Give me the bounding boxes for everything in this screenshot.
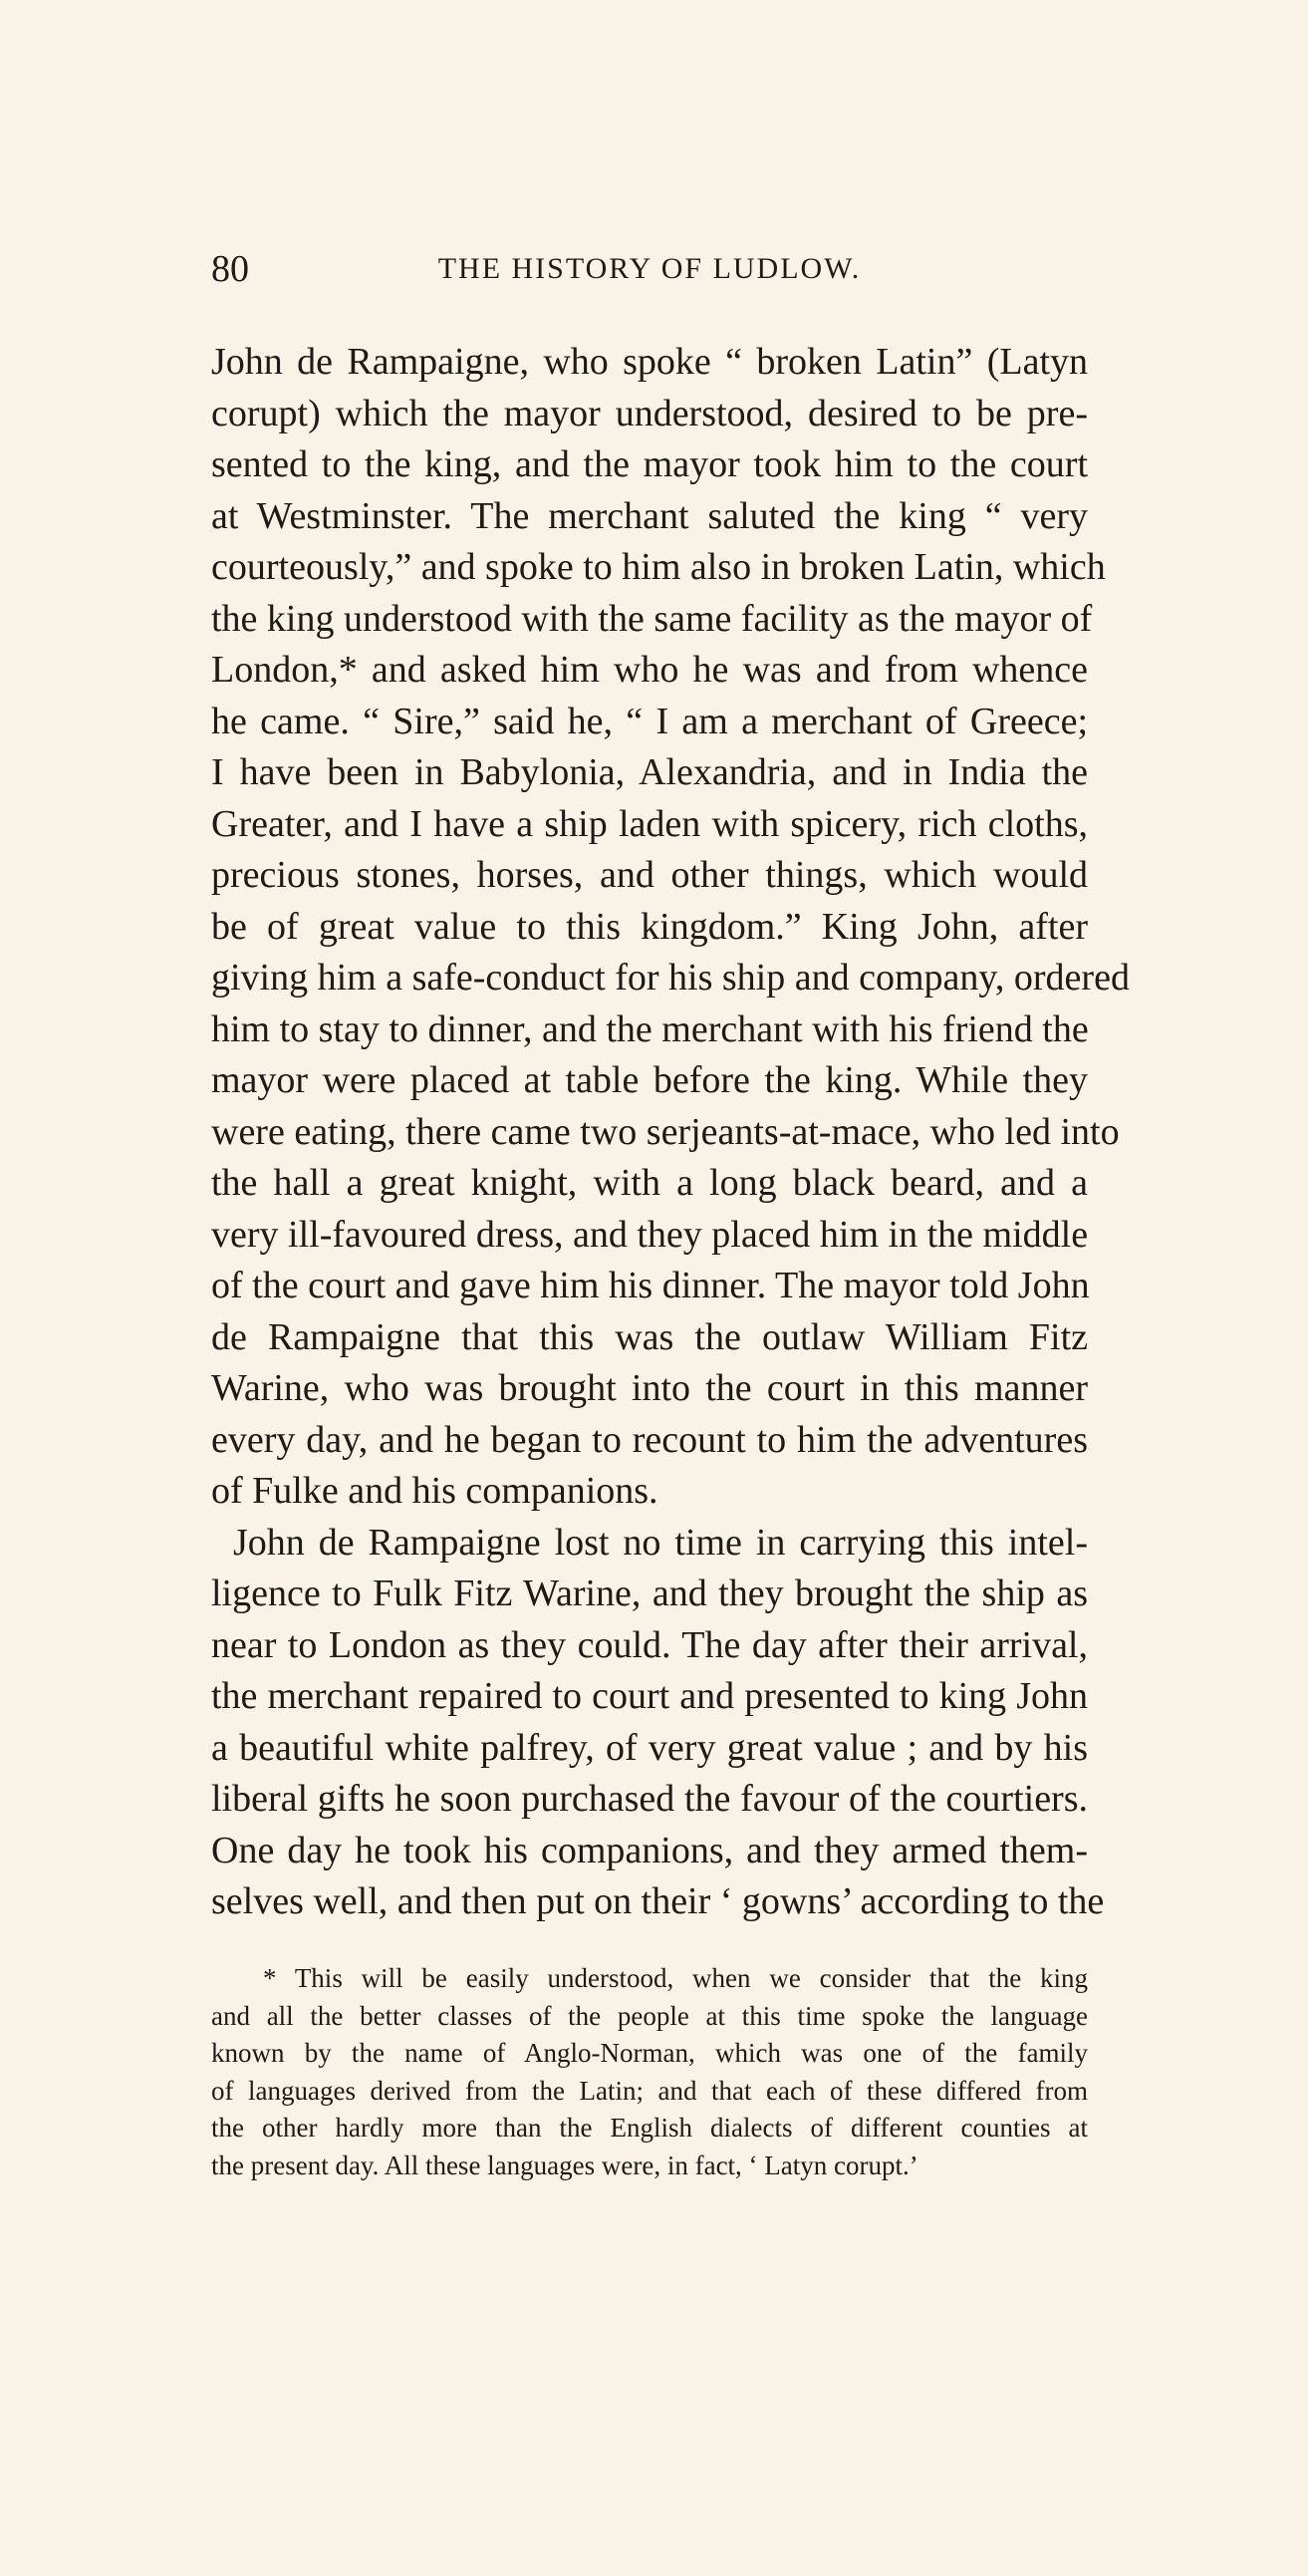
footnote-line: of languages derived from the Latin; and that each of these differed from	[211, 2075, 1088, 2106]
page-number: 80	[211, 248, 249, 290]
paragraph-start-line: John de Rampaigne lost no time in carrying this intel-	[233, 1521, 1088, 1564]
text-line: liberal gifts he soon purchased the favour of the courtiers.	[211, 1778, 1088, 1820]
footnote-line: known by the name of Anglo-Norman, which was one of the family	[211, 2038, 1088, 2068]
text-line: the hall a great knight, with a long black beard, and a	[211, 1162, 1088, 1204]
text-line: corupt) which the mayor understood, desired to be pre-	[211, 392, 1088, 434]
text-line: John de Rampaigne, who spoke “ broken Latin” (Latyn	[211, 341, 1088, 383]
running-head	[211, 247, 1088, 291]
footnote-line: * This will be easily understood, when we consider that the king	[263, 1963, 1088, 1993]
text-line: of the court and gave him his dinner. The mayor told John	[211, 1265, 1090, 1306]
body-text	[211, 337, 1130, 1928]
text-line: every day, and he began to recount to him the adventures	[211, 1418, 1088, 1461]
text-line: I have been in Babylonia, Alexandria, and in India the	[211, 751, 1088, 793]
text-line: Warine, who was brought into the court in this manner	[211, 1367, 1088, 1409]
footnote-line: the present day. All these languages were, in fact, ‘ Latyn corupt.’	[211, 2149, 918, 2180]
text-line: at Westminster. The merchant saluted the king “ very	[211, 494, 1088, 537]
text-line: the king understood with the same facility as the mayor of	[211, 597, 1093, 640]
text-line: de Rampaigne that this was the outlaw William Fitz	[211, 1315, 1088, 1358]
footnote-line: and all the better classes of the people at this time spoke the language	[211, 2000, 1088, 2031]
text-line: mayor were placed at table before the king. While they	[211, 1059, 1088, 1101]
text-line: giving him a safe-conduct for his ship and company, ordered	[211, 957, 1130, 999]
footnote-line: the other hardly more than the English dialects of different counties at	[211, 2113, 1088, 2143]
text-line: he came. “ Sire,” said he, “ I am a merchant of Greece;	[211, 700, 1088, 742]
running-title: THE HISTORY OF LUDLOW.	[437, 252, 862, 285]
text-line: Greater, and I have a ship laden with spicery, rich cloths,	[211, 802, 1088, 845]
text-line: London,* and asked him who he was and from whence	[211, 649, 1088, 691]
text-line: near to London as they could. The day after their arrival,	[211, 1623, 1088, 1666]
paragraph-end-line: of Fulke and his companions.	[211, 1470, 658, 1512]
text-line: selves well, and then put on their ‘ gowns’ according to the	[211, 1880, 1105, 1922]
text-line: be of great value to this kingdom.” King John, after	[211, 905, 1088, 948]
footnote	[211, 1960, 1088, 2184]
text-line: were eating, there came two serjeants-at-mace, who led into	[211, 1110, 1120, 1153]
text-line: a beautiful white palfrey, of very great value ; and by his	[211, 1726, 1088, 1769]
text-line: him to stay to dinner, and the merchant with his friend the	[211, 1007, 1089, 1050]
text-line: the merchant repaired to court and presented to king John	[211, 1675, 1088, 1717]
text-line: very ill-favoured dress, and they placed him in the middle	[211, 1213, 1089, 1256]
text-line: One day he took his companions, and they armed them-	[211, 1829, 1088, 1871]
text-line: courteously,” and spoke to him also in broken Latin, which	[211, 546, 1106, 588]
text-line: ligence to Fulk Fitz Warine, and they brought the ship as	[211, 1573, 1088, 1614]
text-line: sented to the king, and the mayor took him to the court	[211, 443, 1088, 485]
text-line: precious stones, horses, and other things, which would	[211, 854, 1088, 896]
